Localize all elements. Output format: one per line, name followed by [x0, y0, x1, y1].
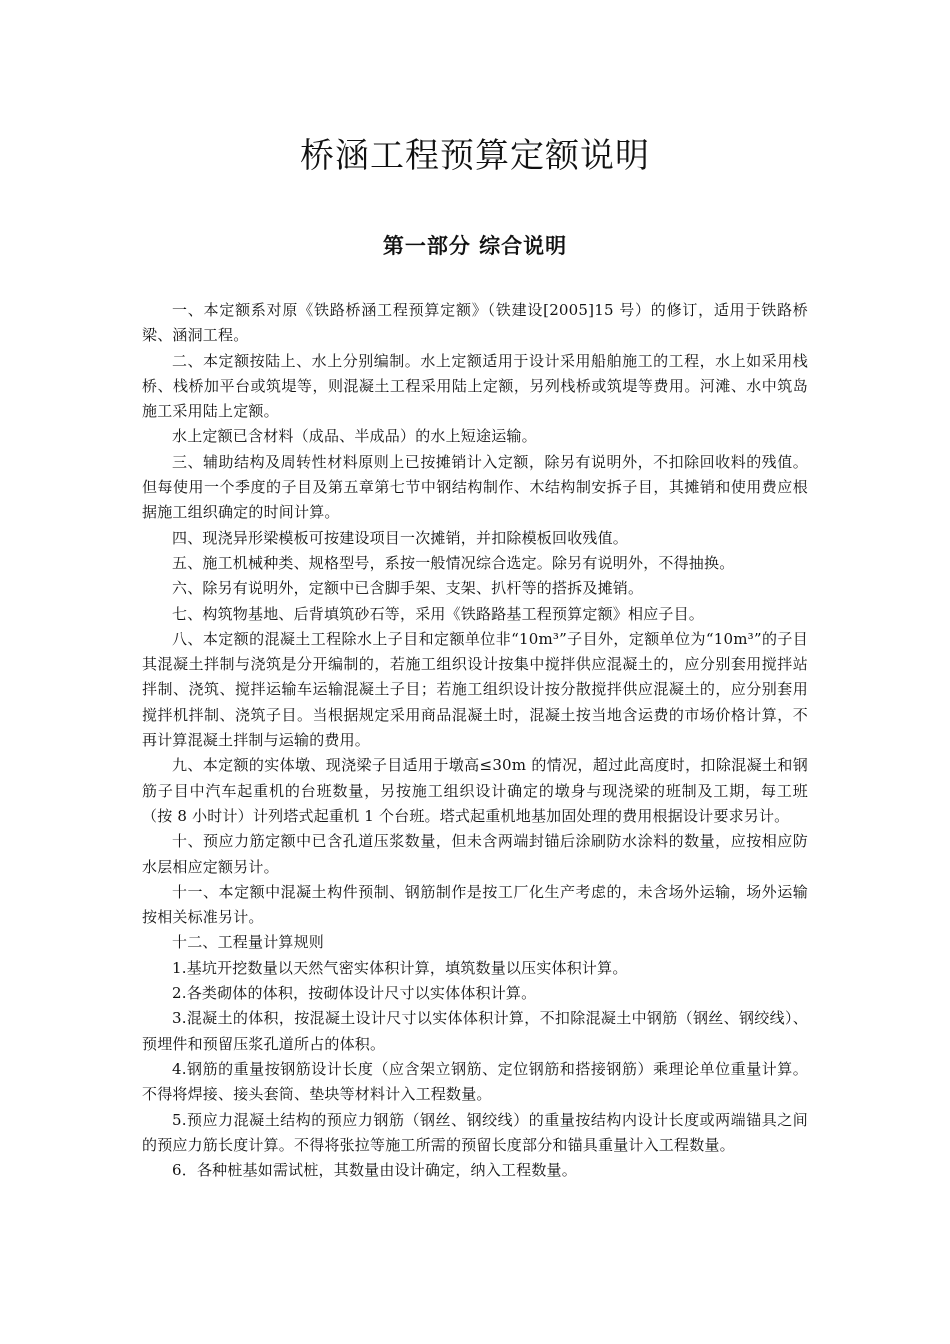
list-item: 5.预应力混凝土结构的预应力钢筋（钢丝、钢绞线）的重量按结构内设计长度或两端锚具之间的预应力筋长度计算。不得将张拉等施工所需的预留长度部分和锚具重量计入工程数量。	[142, 1110, 808, 1154]
paragraph: 十一、本定额中混凝土构件预制、钢筋制作是按工厂化生产考虑的，未含场外运输，场外运输按相关标准另计。	[142, 882, 808, 927]
list-item: 6．各种桩基如需试桩，其数量由设计确定，纳入工程数量。	[172, 1161, 577, 1180]
paragraph: 十、预应力筋定额中已含孔道压浆数量，但未含两端封锚后涂刷防水涂料的数量，应按相应防水层相应定额另计。	[142, 832, 808, 876]
paragraph: 十二、工程量计算规则	[172, 933, 325, 952]
section-title: 第一部分 综合说明	[382, 234, 568, 258]
paragraph: 九、本定额的实体墩、现浇梁子目适用于墩高≤30m 的情况，超过此高度时，扣除混凝土和钢筋子目中汽车起重机的台班数量，另按施工组织设计确定的墩身与现浇梁的班制及工期，每工班（按 8 小时计）计列塔式起重机 1 个台班。塔式起重机地基加固处理的费用根据设计要求另计。	[142, 756, 808, 825]
paragraph: 二、本定额按陆上、水上分别编制。水上定额适用于设计采用船舶施工的工程，水上如采用栈桥、栈桥加平台或筑堤等，则混凝土工程采用陆上定额，另列栈桥或筑堤等费用。河滩、水中筑岛施工采用陆上定额。	[142, 351, 808, 421]
paragraph: 水上定额已含材料（成品、半成品）的水上短途运输。	[172, 427, 537, 446]
paragraph: 七、构筑物基地、后背填筑砂石等，采用《铁路路基工程预算定额》相应子目。	[172, 604, 705, 623]
paragraph: 一、本定额系对原《铁路桥涵工程预算定额》（铁建设[2005]15 号）的修订，适用于铁路桥梁、涵洞工程。	[142, 301, 808, 345]
list-item: 3.混凝土的体积，按混凝土设计尺寸以实体体积计算，不扣除混凝土中钢筋（钢丝、钢绞线）、预埋件和预留压浆孔道所占的体积。	[142, 1009, 808, 1053]
document-body	[142, 298, 808, 1183]
paragraph: 四、现浇异形梁模板可按建设项目一次摊销，并扣除模板回收残值。	[172, 528, 629, 547]
list-item: 4.钢筋的重量按钢筋设计长度（应含架立钢筋、定位钢筋和搭接钢筋）乘理论单位重量计算。不得将焊接、接头套筒、垫块等材料计入工程数量。	[142, 1059, 808, 1104]
list-item: 2.各类砌体的体积，按砌体设计尺寸以实体体积计算。	[172, 984, 537, 1003]
paragraph: 六、除另有说明外，定额中已含脚手架、支架、扒杆等的搭拆及摊销。	[172, 579, 644, 598]
list-item: 1.基坑开挖数量以天然气密实体积计算，填筑数量以压实体积计算。	[172, 958, 628, 977]
paragraph: 三、辅助结构及周转性材料原则上已按摊销计入定额，除另有说明外，不扣除回收料的残值。但每使用一个季度的子目及第五章第七节中钢结构制作、木结构制安拆子目，其摊销和使用费应根据施工组织确定的时间计算。	[142, 452, 808, 522]
paragraph: 五、施工机械种类、规格型号，系按一般情况综合选定。除另有说明外，不得抽换。	[172, 553, 735, 572]
paragraph: 八、本定额的混凝土工程除水上子目和定额单位非“10m³”子目外，定额单位为“10m³”的子目其混凝土拌制与浇筑是分开编制的，若施工组织设计按集中搅拌供应混凝土的，应分别套用搅拌站拌制、浇筑、搅拌运输车运输混凝土子目；若施工组织设计按分散搅拌供应混凝土的，应分别套用搅拌机拌制、浇筑子目。当根据规定采用商品混凝土时，混凝土按当地含运费的市场价格计算，不再计算混凝土拌制与运输的费用。	[142, 629, 808, 750]
document-title: 桥涵工程预算定额说明	[300, 136, 650, 176]
